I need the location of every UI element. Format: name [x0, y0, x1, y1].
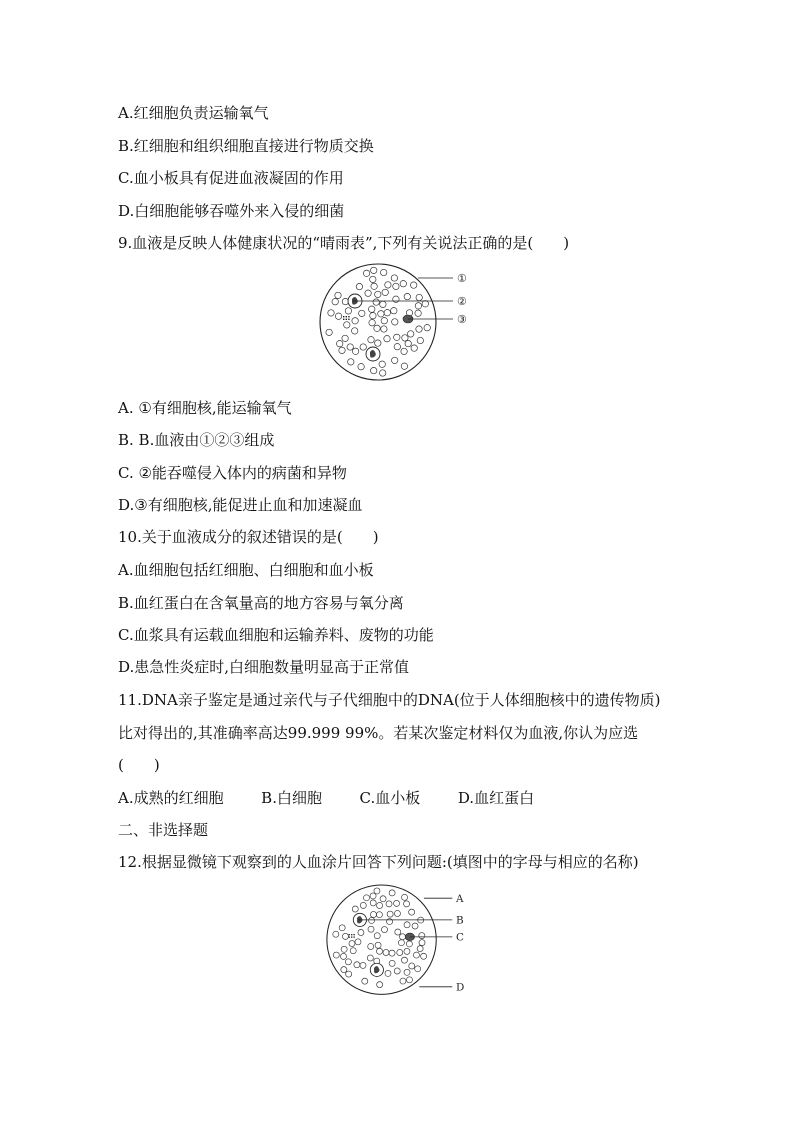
- q11-options-row: [118, 788, 534, 808]
- red-blood-cell: [370, 313, 376, 319]
- q10-option-c: C.血浆具有运载血细胞和运输养料、废物的功能: [118, 626, 434, 644]
- red-blood-cell: [381, 326, 387, 332]
- q8-option-a: A.红细胞负责运输氧气: [118, 104, 269, 122]
- q8-option-c: C.血小板具有促进血液凝固的作用: [118, 169, 344, 187]
- red-blood-cell: [417, 946, 423, 952]
- red-blood-cell: [391, 275, 397, 281]
- red-blood-cell: [376, 948, 382, 954]
- red-blood-cell: [368, 926, 374, 932]
- q9-blood-smear-figure: [318, 260, 493, 390]
- q12-label-c: C: [456, 931, 464, 944]
- red-blood-cell: [408, 331, 414, 337]
- red-blood-cell: [385, 970, 391, 976]
- q9-option-a: A. ①有细胞核,能运输氧气: [118, 399, 292, 417]
- platelet: [343, 316, 344, 317]
- red-blood-cell: [335, 313, 341, 319]
- platelet: [343, 319, 344, 320]
- q9-option-d: D.③有细胞核,能促进止血和加速凝血: [118, 496, 363, 514]
- red-blood-cell: [412, 923, 418, 929]
- q12-label-b: B: [456, 914, 464, 927]
- red-blood-cell: [400, 281, 406, 287]
- platelet: [348, 316, 349, 317]
- red-blood-cell: [368, 943, 374, 949]
- red-blood-cell: [377, 982, 383, 988]
- red-blood-cell: [397, 949, 403, 955]
- red-blood-cell: [352, 328, 358, 334]
- red-blood-cell: [400, 978, 406, 984]
- red-blood-cell: [421, 953, 427, 959]
- q9-cells: [320, 264, 436, 380]
- red-blood-cell: [370, 893, 376, 899]
- red-blood-cell: [378, 311, 384, 317]
- red-blood-cell: [411, 345, 417, 351]
- red-blood-cell: [405, 340, 411, 346]
- red-blood-cell: [367, 955, 373, 961]
- platelet: [346, 316, 347, 317]
- red-blood-cell: [374, 933, 380, 939]
- red-blood-cell: [406, 977, 412, 983]
- red-blood-cell: [392, 319, 398, 325]
- red-blood-cell: [349, 941, 355, 947]
- platelet: [349, 934, 350, 935]
- red-blood-cell: [398, 940, 404, 946]
- q12-cells: [327, 885, 436, 994]
- red-blood-cell: [417, 337, 423, 343]
- platelet: [346, 319, 347, 320]
- red-blood-cell: [382, 289, 388, 295]
- platelet: [348, 319, 349, 320]
- q10-option-b: B.血红蛋白在含氧量高的地方容易与氧分离: [118, 594, 404, 612]
- red-blood-cell: [371, 283, 377, 289]
- red-blood-cell: [389, 890, 395, 896]
- red-blood-cell: [383, 949, 389, 955]
- platelet: [351, 934, 352, 935]
- red-blood-cell: [387, 911, 393, 917]
- red-blood-cell: [373, 299, 379, 305]
- red-blood-cell: [326, 329, 332, 335]
- platelet: [353, 936, 354, 937]
- red-blood-cell: [355, 939, 361, 945]
- red-blood-cell: [393, 283, 399, 289]
- red-blood-cell: [352, 318, 358, 324]
- red-blood-cell: [340, 953, 346, 959]
- red-blood-cell: [389, 950, 395, 956]
- red-blood-cell: [358, 364, 364, 370]
- q12-label-a: A: [456, 892, 464, 905]
- red-blood-cell: [370, 900, 376, 906]
- platelet: [351, 936, 352, 937]
- red-blood-cell: [394, 344, 400, 350]
- q9-option-c: C. ②能吞噬侵入体内的病菌和异物: [118, 464, 347, 482]
- red-blood-cell: [404, 293, 410, 299]
- red-blood-cell: [401, 363, 407, 369]
- red-blood-cell: [341, 967, 347, 973]
- red-blood-cell: [394, 968, 400, 974]
- q10-option-d: D.患急性炎症时,白细胞数量明显高于正常值: [118, 658, 410, 676]
- red-blood-cell: [344, 322, 350, 328]
- red-blood-cell: [337, 341, 343, 347]
- red-blood-cell: [406, 941, 412, 947]
- q9-label-1: ①: [457, 272, 467, 285]
- red-blood-cell: [380, 301, 386, 307]
- red-blood-cell: [345, 308, 351, 314]
- red-blood-cell: [404, 901, 410, 907]
- red-blood-cell: [369, 306, 375, 312]
- red-blood-cell: [375, 340, 381, 346]
- red-blood-cell: [380, 370, 386, 376]
- red-blood-cell: [395, 929, 401, 935]
- q8-option-b: B.红细胞和组织细胞直接进行物质交换: [118, 137, 374, 155]
- red-blood-cell: [347, 344, 353, 350]
- red-blood-cell: [404, 948, 410, 954]
- q11-option-d: D.血红蛋白: [457, 789, 535, 807]
- red-blood-cell: [359, 310, 365, 316]
- red-blood-cell: [424, 325, 430, 331]
- q12-stem: 12.根据显微镜下观察到的人血涂片回答下列问题:(填图中的字母与相应的名称): [118, 853, 639, 871]
- q9-option-b: B. B.血液由①②③组成: [118, 431, 275, 449]
- platelet: [349, 936, 350, 937]
- q11-stem-line3: ( ): [118, 756, 160, 774]
- q11-stem-line2: 比对得出的,其准确率高达99.999 99%。若某次鉴定材料仅为血液,你认为应选: [118, 724, 639, 742]
- red-blood-cell: [346, 971, 352, 977]
- red-blood-cell: [404, 969, 410, 975]
- q10-option-a: A.血细胞包括红细胞、白细胞和血小板: [118, 561, 374, 579]
- red-blood-cell: [365, 290, 371, 296]
- q9-blood-smear-svg: [318, 260, 493, 390]
- red-blood-cell: [335, 292, 341, 298]
- red-blood-cell: [385, 282, 391, 288]
- red-blood-cell: [342, 933, 348, 939]
- red-blood-cell: [352, 348, 358, 354]
- platelet: [353, 934, 354, 935]
- q12-blood-smear-svg: [325, 880, 490, 1005]
- red-blood-cell: [345, 959, 351, 965]
- red-blood-cell: [377, 902, 383, 908]
- q8-option-d: D.白细胞能够吞噬外来入侵的细菌: [118, 202, 345, 220]
- red-blood-cell: [415, 310, 421, 316]
- q11-option-b: B.白细胞: [261, 789, 322, 807]
- q9-label-3: ③: [457, 313, 467, 326]
- red-blood-cell: [381, 318, 387, 324]
- red-blood-cell: [362, 978, 368, 984]
- red-blood-cell: [354, 962, 360, 968]
- red-blood-cell: [391, 308, 397, 314]
- red-blood-cell: [360, 344, 366, 350]
- red-blood-cell: [404, 922, 410, 928]
- red-blood-cell: [360, 962, 366, 968]
- red-blood-cell: [356, 283, 362, 289]
- red-blood-cell: [341, 946, 347, 952]
- red-blood-cell: [402, 894, 408, 900]
- q11-option-a: A.成熟的红细胞: [118, 789, 224, 807]
- red-blood-cell: [409, 909, 415, 915]
- red-blood-cell: [411, 282, 417, 288]
- red-blood-cell: [379, 361, 385, 367]
- red-blood-cell: [375, 291, 381, 297]
- red-blood-cell: [416, 294, 422, 300]
- red-blood-cell: [374, 325, 380, 331]
- red-blood-cell: [415, 303, 421, 309]
- red-blood-cell: [402, 335, 408, 341]
- red-blood-cell: [375, 942, 381, 948]
- red-blood-cell: [384, 310, 390, 316]
- red-blood-cell: [342, 335, 348, 341]
- red-blood-cell: [401, 348, 407, 354]
- red-blood-cell: [348, 359, 354, 365]
- section-2-title: 二、非选择题: [118, 821, 209, 839]
- red-blood-cell: [352, 906, 358, 912]
- q11-option-c: C.血小板: [359, 789, 421, 807]
- red-blood-cell: [339, 925, 345, 931]
- red-blood-cell: [387, 919, 393, 925]
- red-blood-cell: [394, 900, 400, 906]
- red-blood-cell: [376, 912, 382, 918]
- q9-label-2: ②: [457, 295, 467, 308]
- red-blood-cell: [394, 910, 400, 916]
- red-blood-cell: [371, 367, 377, 373]
- red-blood-cell: [350, 948, 356, 954]
- q9-stem: 9.血液是反映人体健康状况的“晴雨表”,下列有关说法正确的是( ): [118, 234, 570, 252]
- red-blood-cell: [416, 326, 422, 332]
- red-blood-cell: [358, 929, 364, 935]
- q11-stem-line1: 11.DNA亲子鉴定是通过亲代与子代细胞中的DNA(位于人体细胞核中的遗传物质): [118, 691, 661, 709]
- red-blood-cell: [399, 934, 405, 940]
- red-blood-cell: [369, 320, 375, 326]
- red-blood-cell: [339, 347, 345, 353]
- red-blood-cell: [380, 896, 386, 902]
- red-blood-cell: [394, 334, 400, 340]
- red-blood-cell: [389, 960, 395, 966]
- red-blood-cell: [422, 301, 428, 307]
- red-blood-cell: [332, 299, 338, 305]
- red-blood-cell: [370, 911, 376, 917]
- red-blood-cell: [413, 952, 419, 958]
- q12-label-d: D: [456, 981, 465, 994]
- red-blood-cell: [381, 927, 387, 933]
- red-blood-cell: [381, 269, 387, 275]
- red-blood-cell: [363, 270, 369, 276]
- red-blood-cell: [384, 336, 390, 342]
- q12-blood-smear-figure: [325, 880, 490, 1005]
- red-blood-cell: [419, 940, 425, 946]
- red-blood-cell: [333, 931, 339, 937]
- red-blood-cell: [328, 310, 334, 316]
- red-blood-cell: [419, 933, 425, 939]
- red-blood-cell: [393, 296, 399, 302]
- red-blood-cell: [360, 902, 366, 908]
- red-blood-cell: [363, 895, 369, 901]
- q10-stem: 10.关于血液成分的叙述错误的是( ): [118, 528, 379, 546]
- red-blood-cell: [333, 952, 339, 958]
- red-blood-cell: [374, 888, 380, 894]
- red-blood-cell: [370, 276, 376, 282]
- microscope-field: [320, 264, 436, 380]
- red-blood-cell: [401, 957, 407, 963]
- red-blood-cell: [386, 901, 392, 907]
- red-blood-cell: [415, 966, 421, 972]
- red-blood-cell: [409, 963, 415, 969]
- red-blood-cell: [368, 337, 374, 343]
- red-blood-cell: [392, 357, 398, 363]
- red-blood-cell: [371, 267, 377, 273]
- red-blood-cell: [369, 917, 375, 923]
